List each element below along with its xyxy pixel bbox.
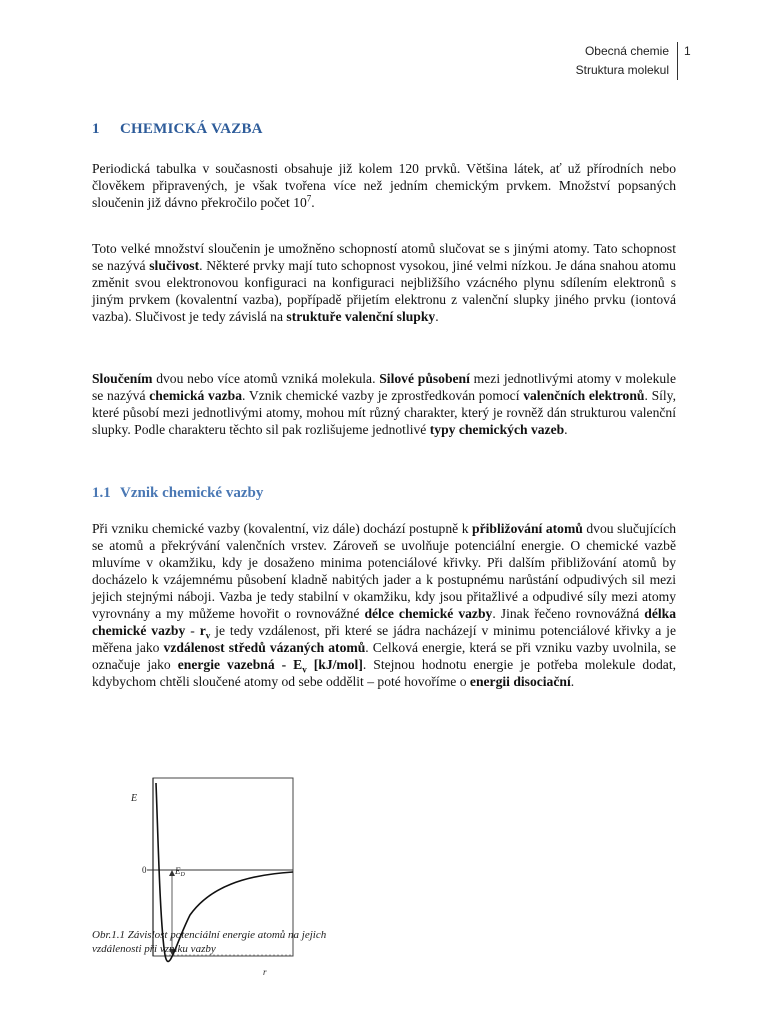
running-header	[576, 42, 678, 80]
paragraph-slucivost: Toto velké množství sloučenin je umožněno schopností atomů slučovat se s jinými atomy. Tato schopnost se nazývá slučivost. Některé prvky mají tuto schopnost vysokou, jiné velmi nízkou. Je dána snahou atomu změnit svou elektronovou konfiguraci na konfiguraci nejbližšího vzácného plynu sdílením elektronů s jiným prvkem (kovalentní vazba), popřípadě přijetím elektronu z valenční slupky jiného prvku (iontová vazba). Slučivost je tedy závislá na struktuře valenční slupky.	[92, 241, 676, 324]
section-title: Vznik chemické vazby	[120, 485, 264, 501]
depth-label: $E_D$	[175, 866, 185, 878]
zero-label: 0	[142, 865, 147, 875]
exponent: 7	[306, 193, 312, 204]
term-struktura: struktuře valenční slupky	[286, 309, 436, 324]
header-course-title: Obecná chemie	[584, 44, 669, 58]
chapter-number: 1	[92, 121, 100, 137]
figure-caption: Obr.1.1 Závislost potenciální energie atomů na jejich vzdálenosti při vzniku vazby	[92, 929, 327, 955]
potential-energy-figure	[115, 775, 300, 990]
paragraph-vznik: Při vzniku chemické vazby (kovalentní, viz dále) dochází postupně k přibližování atomů dvou slučujících se atomů a překrývání valenčních vrstev. Zároveň se uvolňuje potenciální energie. O chemické vazbě mluvíme v okamžiku, kdy je dosaženo minima potenciálové křivky. Při dalším přibližování atomů by docházelo k vzájemnému působení kladně nabitých jader a k postupnému narůstání odpudivých sil mezi jejich stejnými náboji. Vazba je tedy stabilní v okamžiku, kdy jsou přitažlivé a odpudivé síly mezi atomy vyrovnány a my můžeme hovořit o rovnovážné délce chemické vazby. Jinak řečeno rovnovážná délka chemické vazby - $r_v$ je tedy vzdálenost, při které se jádra nacházejí v minimu potenciálové křivky a je měřena jako vzdálenost středů vázaných atomů. Celková energie, která se při vzniku vazby uvolnila, se označuje jako energie vazebná - $E_v$ [kJ/mol]. Stejnou hodnotu energie je potřeba molekule dodat, kdybychom chtěli sloučené atomy od sebe oddělit – poté hovoříme o energii disociační.	[92, 521, 677, 689]
x-axis-label: r	[263, 967, 267, 977]
paragraph-intro: Periodická tabulka v současnosti obsahuje již kolem 120 prvků. Většina látek, ať už přírodních nebo člověkem připravených, je však tvořena více než jedním chemickým prvkem. Množství popsaných sloučenin již dávno překročilo počet $10^7$.	[92, 161, 676, 210]
header-chapter-title: Struktura molekul	[575, 63, 669, 77]
paragraph-molekula: Sloučením dvou nebo více atomů vzniká molekula. Silové působení mezi jednotlivými atomy v molekule se nazývá chemická vazba. Vznik chemické vazby je zprostředkován pomocí valenčních elektronů. Síly, které působí mezi jednotlivými atomy, mohou mít různý charakter, který je rovněž dán strukturou valenční slupky. Podle charakteru těchto sil pak rozlišujeme jednotlivé typy chemických vazeb.	[92, 371, 676, 437]
chapter-title: CHEMICKÁ VAZBA	[120, 121, 263, 137]
chapter-heading	[92, 121, 263, 138]
y-axis-label: E	[131, 793, 138, 804]
page-number: 1	[684, 44, 691, 58]
term-slucivost: slučivost	[149, 258, 200, 273]
section-heading	[92, 485, 263, 502]
section-number: 1.1	[92, 485, 111, 501]
